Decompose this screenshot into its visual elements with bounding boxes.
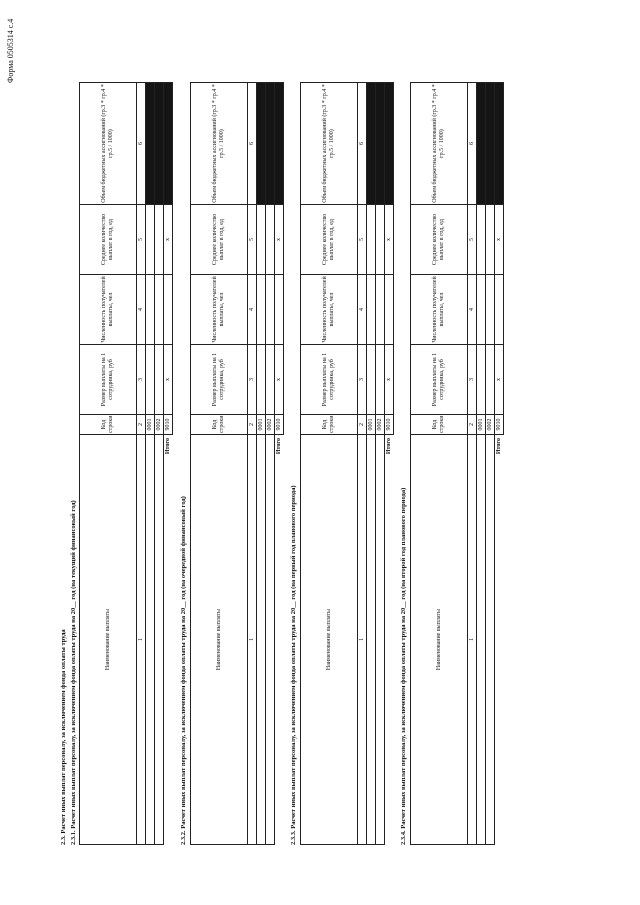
volume-cell	[477, 83, 486, 205]
col-number: 5	[137, 205, 146, 275]
volume-cell	[367, 83, 376, 205]
x-mark: x	[495, 205, 504, 275]
col-size-header: Размер выплаты на 1 сотрудника, руб	[191, 345, 248, 415]
row-code: 0002	[376, 415, 385, 435]
row-code: 0002	[155, 415, 164, 435]
section-4-table	[410, 82, 504, 845]
count-cell[interactable]	[146, 275, 155, 345]
name-cell[interactable]	[367, 435, 376, 845]
col-number: 6	[358, 83, 367, 205]
col-number: 5	[358, 205, 367, 275]
size-cell[interactable]	[477, 345, 486, 415]
col-code-header: Код строки	[301, 415, 358, 435]
col-avg-header: Среднее количество выплат в год, ед	[411, 205, 468, 275]
avg-cell[interactable]	[376, 205, 385, 275]
col-number: 6	[248, 83, 257, 205]
total-label: Итого	[385, 438, 392, 455]
col-avg-header: Среднее количество выплат в год, ед	[80, 205, 137, 275]
section-4-title: 2.3.4. Расчет иных выплат персоналу, за исключением фонда оплаты труда на 20__ год (на второй год планового периода)	[400, 487, 407, 845]
count-cell[interactable]	[477, 275, 486, 345]
col-volume-header: Объем бюджетных ассигнований (гр.3 * гр.4 * гр.5 / 1000)	[80, 83, 137, 205]
size-cell[interactable]	[266, 345, 275, 415]
col-number: 4	[468, 275, 477, 345]
main-title: 2.3. Расчет иных выплат персоналу, за исключением фонда оплаты труда	[60, 629, 67, 845]
col-code-header: Код строки	[80, 415, 137, 435]
section-2-table	[190, 82, 284, 845]
col-number: 1	[358, 435, 367, 845]
total-count-cell	[164, 275, 173, 345]
col-number: 2	[137, 415, 146, 435]
col-name-header: Наименование выплаты	[301, 435, 358, 845]
name-cell[interactable]	[266, 435, 275, 845]
col-name-header: Наименование выплаты	[191, 435, 248, 845]
col-size-header: Размер выплаты на 1 сотрудника, руб	[301, 345, 358, 415]
col-avg-header: Среднее количество выплат в год, ед	[301, 205, 358, 275]
col-size-header: Размер выплаты на 1 сотрудника, руб	[411, 345, 468, 415]
total-code: 9010	[495, 415, 504, 435]
total-label: Итого	[164, 438, 171, 455]
col-name-header: Наименование выплаты	[80, 435, 137, 845]
volume-cell	[257, 83, 266, 205]
name-cell[interactable]	[486, 435, 495, 845]
col-number: 3	[468, 345, 477, 415]
row-code: 0001	[257, 415, 266, 435]
size-cell[interactable]	[367, 345, 376, 415]
volume-cell	[486, 83, 495, 205]
col-number: 4	[137, 275, 146, 345]
name-cell[interactable]	[155, 435, 164, 845]
count-cell[interactable]	[486, 275, 495, 345]
row-code: 0002	[266, 415, 275, 435]
col-number: 6	[468, 83, 477, 205]
volume-cell	[266, 83, 275, 205]
col-count-header: Численность получателей выплаты, чел	[80, 275, 137, 345]
col-code-header: Код строки	[411, 415, 468, 435]
name-cell[interactable]	[477, 435, 486, 845]
row-code: 0001	[146, 415, 155, 435]
col-count-header: Численность получателей выплаты, чел	[411, 275, 468, 345]
volume-cell	[146, 83, 155, 205]
total-code: 9010	[385, 415, 394, 435]
col-number: 3	[248, 345, 257, 415]
total-volume-cell	[164, 83, 173, 205]
row-code: 0002	[486, 415, 495, 435]
total-count-cell	[385, 275, 394, 345]
col-number: 5	[468, 205, 477, 275]
x-mark: x	[275, 345, 284, 415]
section-2-title: 2.3.2. Расчет иных выплат персоналу, за исключением фонда оплаты труда на 20__ год (на очередной финансовый год)	[180, 496, 187, 845]
col-number: 1	[248, 435, 257, 845]
size-cell[interactable]	[146, 345, 155, 415]
row-code: 0001	[477, 415, 486, 435]
count-cell[interactable]	[257, 275, 266, 345]
col-number: 2	[358, 415, 367, 435]
col-number: 1	[468, 435, 477, 845]
count-cell[interactable]	[376, 275, 385, 345]
col-number: 3	[358, 345, 367, 415]
total-volume-cell	[385, 83, 394, 205]
name-cell[interactable]	[146, 435, 155, 845]
size-cell[interactable]	[486, 345, 495, 415]
col-number: 4	[248, 275, 257, 345]
x-mark: x	[385, 345, 394, 415]
count-cell[interactable]	[266, 275, 275, 345]
avg-cell[interactable]	[477, 205, 486, 275]
col-code-header: Код строки	[191, 415, 248, 435]
col-count-header: Численность получателей выплаты, чел	[301, 275, 358, 345]
count-cell[interactable]	[367, 275, 376, 345]
avg-cell[interactable]	[257, 205, 266, 275]
volume-cell	[376, 83, 385, 205]
total-volume-cell	[495, 83, 504, 205]
x-mark: x	[495, 345, 504, 415]
size-cell[interactable]	[376, 345, 385, 415]
avg-cell[interactable]	[486, 205, 495, 275]
x-mark: x	[385, 205, 394, 275]
col-volume-header: Объем бюджетных ассигнований (гр.3 * гр.4 * гр.5 / 1000)	[411, 83, 468, 205]
col-number: 2	[468, 415, 477, 435]
total-code: 9010	[164, 415, 173, 435]
avg-cell[interactable]	[155, 205, 164, 275]
total-label: Итого	[275, 438, 282, 455]
total-code: 9010	[275, 415, 284, 435]
col-size-header: Размер выплаты на 1 сотрудника, руб	[80, 345, 137, 415]
avg-cell[interactable]	[146, 205, 155, 275]
volume-cell	[155, 83, 164, 205]
size-cell[interactable]	[257, 345, 266, 415]
total-volume-cell	[275, 83, 284, 205]
x-mark: x	[164, 205, 173, 275]
col-number: 1	[137, 435, 146, 845]
x-mark: x	[275, 205, 284, 275]
col-volume-header: Объем бюджетных ассигнований (гр.3 * гр.4 * гр.5 / 1000)	[191, 83, 248, 205]
section-1-title: 2.3.1. Расчет иных выплат персоналу, за исключением фонда оплаты труда на 20__ год (на текущий финансовый год)	[70, 500, 77, 845]
row-code: 0001	[367, 415, 376, 435]
form-number: Форма 0505314 с.4	[6, 18, 15, 83]
section-3-title: 2.3.3. Расчет иных выплат персоналу, за исключением фонда оплаты труда на 20__ год (на первый год планового периода)	[290, 485, 297, 845]
col-avg-header: Среднее количество выплат в год, ед	[191, 205, 248, 275]
x-mark: x	[164, 345, 173, 415]
avg-cell[interactable]	[266, 205, 275, 275]
col-volume-header: Объем бюджетных ассигнований (гр.3 * гр.4 * гр.5 / 1000)	[301, 83, 358, 205]
name-cell[interactable]	[376, 435, 385, 845]
section-1-table	[79, 82, 173, 845]
col-number: 2	[248, 415, 257, 435]
avg-cell[interactable]	[367, 205, 376, 275]
col-number: 3	[137, 345, 146, 415]
total-label: Итого	[495, 438, 502, 455]
col-number: 6	[137, 83, 146, 205]
size-cell[interactable]	[155, 345, 164, 415]
col-name-header: Наименование выплаты	[411, 435, 468, 845]
name-cell[interactable]	[257, 435, 266, 845]
total-count-cell	[495, 275, 504, 345]
col-number: 5	[248, 205, 257, 275]
col-count-header: Численность получателей выплаты, чел	[191, 275, 248, 345]
count-cell[interactable]	[155, 275, 164, 345]
section-3-table	[300, 82, 394, 845]
col-number: 4	[358, 275, 367, 345]
total-count-cell	[275, 275, 284, 345]
